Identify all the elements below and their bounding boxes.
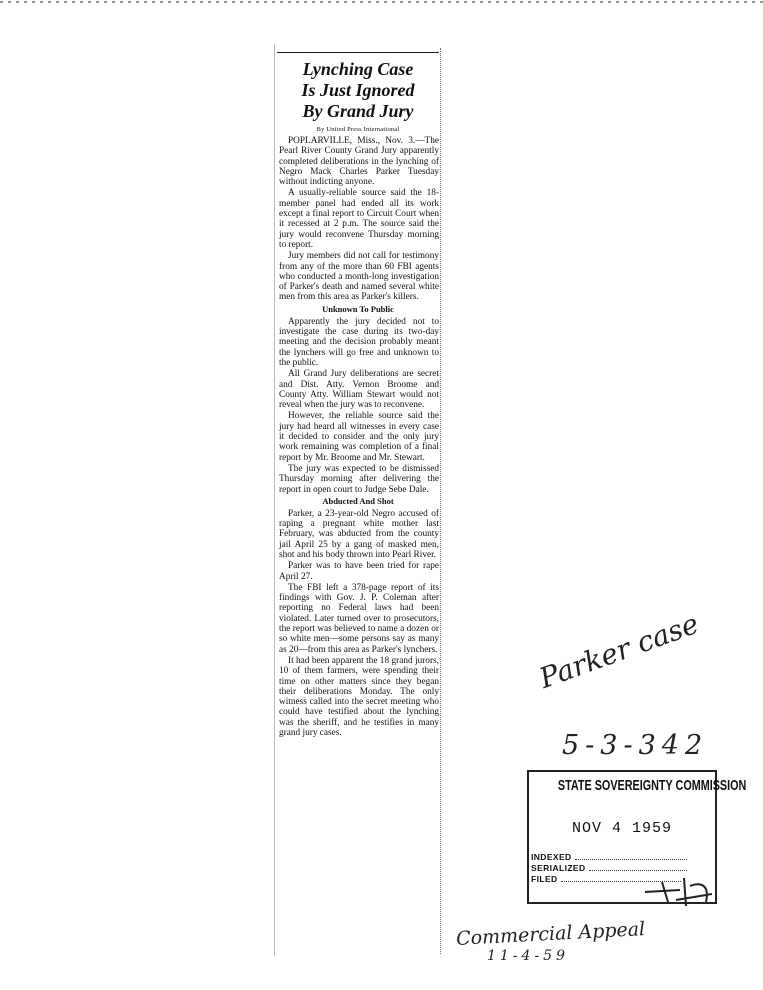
stamp-date: NOV 4 1959 xyxy=(571,820,672,837)
paragraph-6: However, the reliable source said the jury had heard all witnesses in every case it decided to consider and the only jury work remaining was completion of a final report by Mr. Broome and Mr. Stewart. xyxy=(279,411,439,463)
clipping-right-edge xyxy=(440,48,444,954)
paragraph-7: The jury was expected to be dismissed Thursday morning after delivering the report in open court to Judge Sebe Dale. xyxy=(279,463,439,495)
paragraph-4: Apparently the jury decided not to investigate the case during its two-day meeting and the decision probably meant the lynchers will go free and unknown to the public. xyxy=(279,316,439,368)
paragraph-11: It had been apparent the 18 grand jurors, 10 of them farmers, were spending their time on other matters since they began their deliberations Monday. The only witness called into the secret meeting who could have testified about the lynching was the sheriff, and he testifies in many grand jury cases. xyxy=(279,655,439,739)
handwritten-initials-scribble xyxy=(640,872,720,912)
headline xyxy=(275,59,441,122)
handwritten-file-number: 5-3-342 xyxy=(562,730,709,761)
headline-line-3: By Grand Jury xyxy=(302,101,414,121)
paragraph-2: A usually-reliable source said the 18-member panel had ended all its work except a final report to Circuit Court when it recessed at 2 p.m. The source said the jury would reconvene Thursday morning to report. xyxy=(279,188,439,250)
byline: By United Press International xyxy=(316,126,400,133)
paragraph-3: Jury members did not call for testimony from any of the more than 60 FBI agents who conducted a month-long investigation of Parker's death and named several white men from this area as Parker's killers. xyxy=(279,251,439,303)
stamp-title: STATE SOVEREIGNTY COMMISSION xyxy=(557,777,747,794)
stamp-row-serialized: SERIALIZED xyxy=(531,863,687,873)
handwritten-source-note: Commercial Appeal xyxy=(455,918,646,950)
newspaper-clipping xyxy=(274,44,441,956)
paragraph-9: Parker was to have been tried for rape April 27. xyxy=(279,561,439,582)
paragraph-5: All Grand Jury deliberations are secret and Dist. Atty. Vernon Broome and County Atty. William Stewart would not reveal when the jury was to reconvene. xyxy=(279,369,439,411)
stamp-row-filed: FILED xyxy=(531,874,681,884)
paragraph-10: The FBI left a 378-page report of its findings with Gov. J. P. Coleman after reporting no Federal laws had been violated. Later turned over to prosecutors, the report was believed to name a dozen or so white men—some persons say as many as 20—from this area as Parker's lynchers. xyxy=(279,582,439,655)
handwritten-case-note: Parker case xyxy=(535,606,704,696)
subhead-abducted-and-shot: Abducted And Shot xyxy=(322,495,394,506)
stamp-row-indexed: INDEXED xyxy=(531,852,687,862)
handwritten-source-date: 11-4-59 xyxy=(487,948,569,964)
paragraph-8: Parker, a 23-year-old Negro accused of raping a pregnant white mother last February, was abducted from the county jail April 25 by a gang of masked men, shot and his body thrown into Pearl River. xyxy=(279,508,439,560)
headline-line-2: Is Just Ignored xyxy=(301,80,415,100)
scan-top-dotted-border xyxy=(0,1,763,3)
subhead-unknown-to-public: Unknown To Public xyxy=(322,303,394,314)
paragraph-1: POPLARVILLE, Miss., Nov. 3.—The Pearl River County Grand Jury apparently completed deliberations in the lynching of Negro Mack Charles Parker Tuesday without indicting anyone. xyxy=(279,136,439,188)
headline-line-1: Lynching Case xyxy=(302,59,414,79)
headline-rule xyxy=(277,52,439,53)
